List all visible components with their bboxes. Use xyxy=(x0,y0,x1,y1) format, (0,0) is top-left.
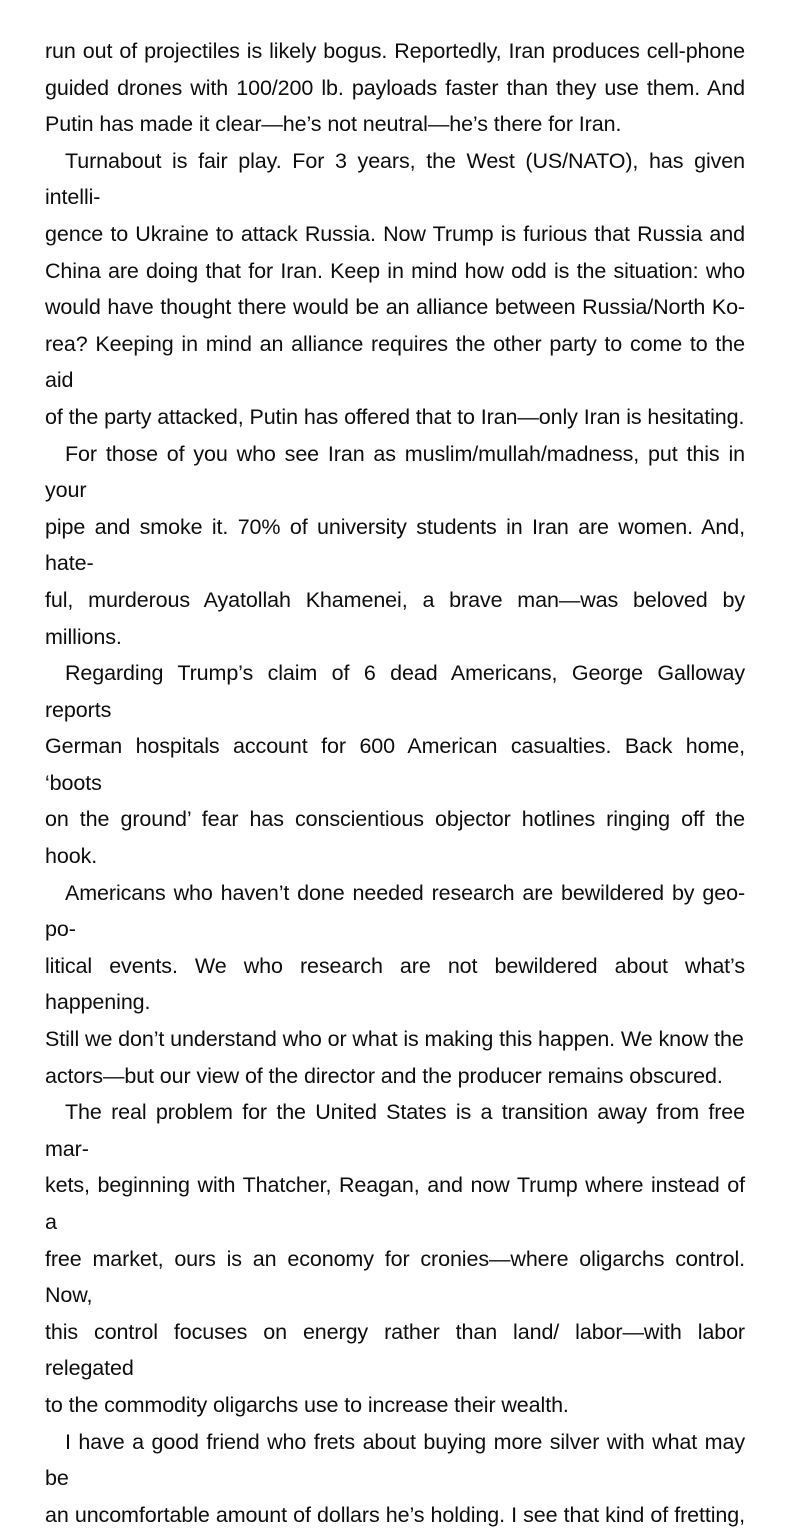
text-line: to the commodity oligarchs use to increase their wealth. xyxy=(45,1392,569,1417)
text-line: Still we don’t understand who or what is making this happen. We know the xyxy=(45,1027,744,1052)
text-line: The real problem for the United States is a transition away from free mar- xyxy=(45,1100,745,1161)
text-line: on the ground’ fear has conscientious objector hotlines ringing off the hook. xyxy=(45,807,745,869)
text-line: litical events. We who research are not bewildered about what’s happening. xyxy=(45,953,745,1015)
text-line: this control focuses on energy rather than land/ labor—with labor relegated xyxy=(45,1319,745,1381)
text-line: Putin has made it clear—he’s not neutral—he’s there for Iran. xyxy=(45,112,622,137)
text-line: free market, ours is an economy for cronies—where oligarchs control. Now, xyxy=(45,1246,745,1308)
text-line: For those of you who see Iran as muslim/mullah/madness, put this in your xyxy=(45,441,745,503)
text-line: ful, murderous Ayatollah Khamenei, a brave man—was beloved by millions. xyxy=(45,587,745,649)
text-line: run out of projectiles is likely bogus. Reportedly, Iran produces cell-phone xyxy=(45,39,745,63)
text-line: guided drones with 100/200 lb. payloads faster than they use them. And xyxy=(45,75,745,100)
text-line: Americans who haven’t done needed research are bewildered by geo-po- xyxy=(45,880,745,942)
text-line: gence to Ukraine to attack Russia. Now Trump is furious that Russia and xyxy=(45,221,745,246)
text-line: pipe and smoke it. 70% of university students in Iran are women. And, hate- xyxy=(45,514,745,576)
text-line: rea? Keeping in mind an alliance requires the other party to come to the aid xyxy=(45,331,745,393)
text-line: Regarding Trump’s claim of 6 dead Americans, George Galloway reports xyxy=(45,661,745,722)
text-line: an uncomfortable amount of dollars he’s holding. I see that kind of fretting, xyxy=(45,1502,745,1527)
text-line: German hospitals account for 600 American casualties. Back home, ‘boots xyxy=(45,734,745,795)
text-line: I have a good friend who frets about buying more silver with what may be xyxy=(45,1429,745,1491)
text-line: would have thought there would be an alliance between Russia/North Ko- xyxy=(45,295,745,320)
text-line: actors—but our view of the director and the producer remains obscured. xyxy=(45,1063,723,1088)
text-line: Turnabout is fair play. For 3 years, the West (US/NATO), has given intelli- xyxy=(45,148,745,210)
text-line: China are doing that for Iran. Keep in mind how odd is the situation: who xyxy=(45,258,745,283)
text-line: of the party attacked, Putin has offered that to Iran—only Iran is hesitating. xyxy=(45,404,745,429)
text-line: kets, beginning with Thatcher, Reagan, and now Trump where instead of a xyxy=(45,1173,745,1234)
